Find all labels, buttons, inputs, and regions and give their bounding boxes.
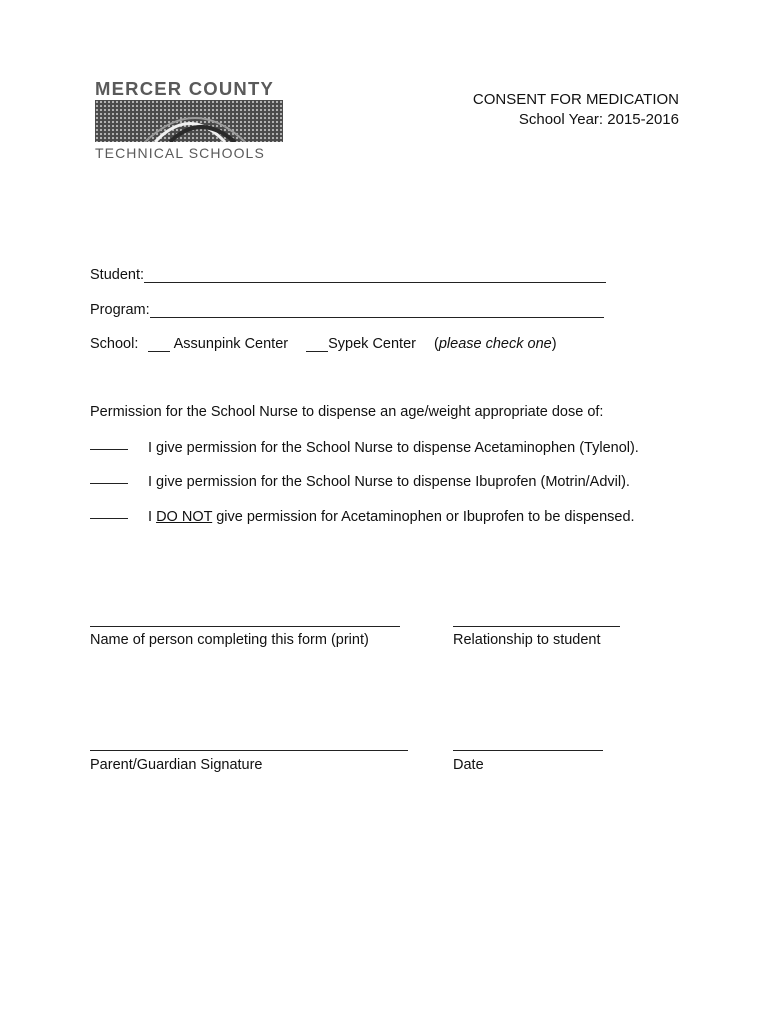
name-print-label: Name of person completing this form (print) (90, 632, 369, 648)
acetaminophen-text: I give permission for the School Nurse to dispense Acetaminophen (Tylenol). (148, 440, 639, 456)
logo-text-top: MERCER COUNTY (95, 78, 275, 99)
decline-emphasis: DO NOT (156, 509, 213, 525)
school-label: School: (90, 336, 139, 352)
date-line[interactable] (453, 750, 603, 751)
decline-suffix: give permission for Acetaminophen or Ibuprofen to be dispensed. (212, 509, 635, 525)
logo-graphic (95, 100, 283, 142)
guardian-signature-label: Parent/Guardian Signature (90, 757, 263, 773)
assunpink-label: Assunpink Center (173, 336, 289, 352)
school-year: School Year: 2015-2016 (518, 111, 679, 128)
sypek-label: Sypek Center (328, 336, 416, 352)
decline-prefix: I (148, 509, 157, 525)
ibuprofen-text: I give permission for the School Nurse to dispense Ibuprofen (Motrin/Advil). (148, 474, 630, 490)
school-row (90, 336, 557, 352)
acetaminophen-checkbox[interactable] (90, 439, 128, 450)
name-print-line[interactable] (90, 626, 400, 627)
assunpink-checkbox[interactable] (148, 339, 170, 352)
option-ibuprofen (90, 473, 630, 490)
form-header (473, 90, 679, 130)
form-title: CONSENT FOR MEDICATION (472, 91, 679, 108)
permission-intro: Permission for the School Nurse to dispense an age/weight appropriate dose of: (90, 404, 604, 420)
program-label: Program: (90, 302, 150, 318)
option-acetaminophen (90, 439, 639, 456)
school-note-text: please check one (438, 336, 552, 352)
school-logo (95, 78, 285, 168)
school-note: (please check one) (434, 336, 557, 352)
relationship-line[interactable] (453, 626, 620, 627)
student-field[interactable] (144, 268, 606, 283)
program-row (90, 302, 604, 318)
sypek-checkbox[interactable] (306, 339, 328, 352)
guardian-signature-line[interactable] (90, 750, 408, 751)
student-label: Student: (90, 267, 145, 283)
logo-text-bottom: TECHNICAL SCHOOLS (95, 145, 265, 161)
ibuprofen-checkbox[interactable] (90, 473, 128, 484)
relationship-label: Relationship to student (453, 632, 601, 648)
student-row (90, 267, 606, 283)
date-label: Date (453, 757, 484, 773)
program-field[interactable] (150, 303, 604, 318)
decline-checkbox[interactable] (90, 508, 128, 519)
option-decline (90, 508, 635, 525)
